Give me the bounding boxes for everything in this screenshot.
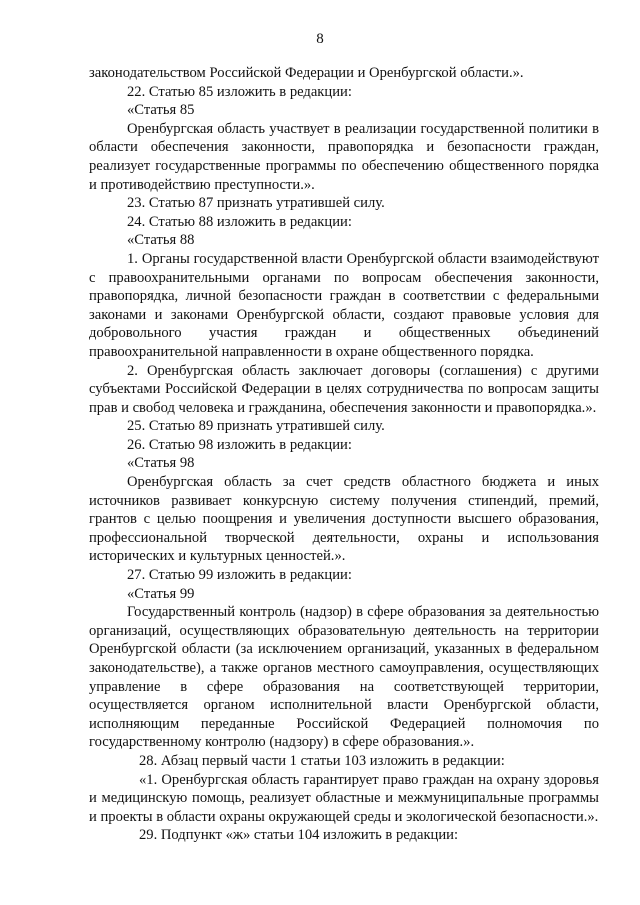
- amendment-item: 24. Статью 88 изложить в редакции:: [127, 213, 352, 230]
- article-heading: «Статья 88: [127, 232, 195, 249]
- paragraph: Оренбургская область за счет средств областного бюджета и иных источников развивает конкурсную систему получения стипендий, премий, грантов с целью поощрения и увеличения доступности высшего образования, профессиональной творческой деятельности, охраны и использования исторических и культурных ценностей.».: [89, 474, 599, 565]
- paragraph: 1. Органы государственной власти Оренбургской области взаимодействуют с правоохранительными органами по вопросам обеспечения законности, правопорядка, личной безопасности граждан в соответствии с федеральными законами и законами Оренбургской области, создают правовые условия для добровольного участия граждан и общественных объединений правоохранительной направленности в охране общественного порядка.: [89, 250, 599, 360]
- article-heading: «Статья 85: [127, 102, 195, 119]
- amendment-item: 29. Подпункт «ж» статьи 104 изложить в редакции:: [139, 827, 459, 844]
- amendment-item: 23. Статью 87 признать утратившей силу.: [127, 195, 385, 212]
- amendment-item: 28. Абзац первый части 1 статьи 103 изложить в редакции:: [139, 752, 505, 769]
- paragraph: Оренбургская область участвует в реализации государственной политики в области обеспечения законности, правопорядка и безопасности граждан, реализует государственные программы по обеспечению общественного порядка и противодействию преступности.».: [89, 120, 599, 193]
- article-heading: «Статья 99: [127, 585, 195, 602]
- article-heading: «Статья 98: [127, 455, 195, 472]
- amendment-item: 22. Статью 85 изложить в редакции:: [127, 83, 352, 100]
- amendment-item: 25. Статью 89 признать утратившей силу.: [127, 418, 385, 435]
- document-body: [89, 64, 599, 845]
- amendment-item: 26. Статью 98 изложить в редакции:: [127, 436, 352, 453]
- paragraph: 2. Оренбургская область заключает договоры (соглашения) с другими субъектами Российской Федерации в целях сотрудничества по вопросам защиты прав и свобод человека и гражданина, обеспечения законности и правопорядка.».: [89, 362, 599, 416]
- paragraph: законодательством Российской Федерации и Оренбургской области.».: [89, 65, 524, 81]
- paragraph: Государственный контроль (надзор) в сфере образования за деятельностью организаций, осуществляющих образовательную деятельность на территории Оренбургской области (за исключением организаций, указанных в федеральном законодательстве), а также органов местного самоуправления, осуществляющих управление в сфере образования на соответствующей территории, осуществляется органом исполнительной власти Оренбургской области, исполняющим переданные Российской Федерацией полномочия по государственному контролю (надзору) в сфере образования.».: [89, 604, 599, 751]
- page-number: 8: [316, 31, 324, 47]
- amendment-item: 27. Статью 99 изложить в редакции:: [127, 567, 352, 584]
- paragraph: «1. Оренбургская область гарантирует право граждан на охрану здоровья и медицинскую помощь, реализует областные и межмуниципальные программы и проекты в области охраны окружающей среды и экологической безопасности.».: [89, 771, 599, 825]
